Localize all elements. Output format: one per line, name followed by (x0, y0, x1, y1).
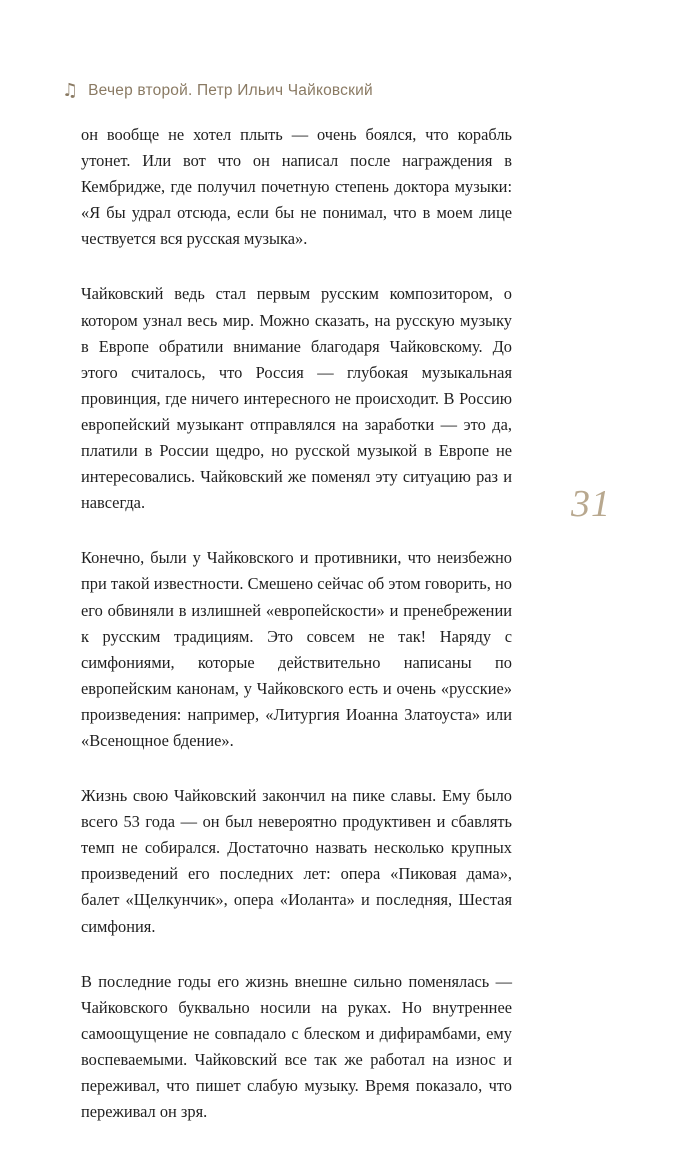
paragraph: Жизнь свою Чайковский закончил на пике славы. Ему было всего 53 года — он был невероятно продуктивен и сбавлять темп не собирался. Достаточно назвать несколько крупных произведений его последних лет: опера «Пиковая дама», балет «Щелкунчик», опера «Иоланта» и последняя, Шестая симфония. (81, 786, 512, 936)
paragraph: Конечно, были у Чайковского и противники, что неизбежно при такой известности. Смешено сейчас об этом говорить, но его обвиняли в излишней «европейскости» и пренебрежении к русским традициям. Это совсем не так! Наряду с симфониями, которые действительно написаны по европейским канонам, у Чайковского есть и очень «русские» произведения: например, «Литургия Иоанна Златоуста» или «Всенощное бдение». (81, 548, 512, 750)
music-note-icon: ♫ (62, 80, 79, 101)
paragraph: он вообще не хотел плыть — очень боялся, что корабль утонет. Или вот что он написал после награждения в Кембридже, где получил почетную степень доктора музыки: «Я бы удрал отсюда, если бы не понимал, что в моем лице чествуется вся русская музыка». (81, 125, 512, 249)
running-header (62, 82, 373, 100)
chapter-title: Вечер второй. Петр Ильич Чайковский (88, 82, 373, 99)
paragraph: Чайковский ведь стал первым русским композитором, о котором узнал весь мир. Можно сказать, на русскую музыку в Европе обратили внимание благодаря Чайковскому. До этого считалось, что Россия — глубокая музыкальная провинция, где ничего интересного не происходит. В Россию европейский музыкант отправлялся на заработки — это да, платили в России щедро, но русской музыкой в Европе не интересовались. Чайковский же поменял эту ситуацию раз и навсегда. (81, 284, 512, 513)
page-number: 31 (571, 483, 611, 525)
paragraph: В последние годы его жизнь внешне сильно поменялась — Чайковского буквально носили на руках. Но внутреннее самоощущение не совпадало с блеском и дифирамбами, ему воспеваемыми. Чайковский все так же работал на износ и переживал, что пишет слабую музыку. Время показало, что переживал он зря. (81, 971, 512, 1122)
page-body (81, 122, 512, 1154)
